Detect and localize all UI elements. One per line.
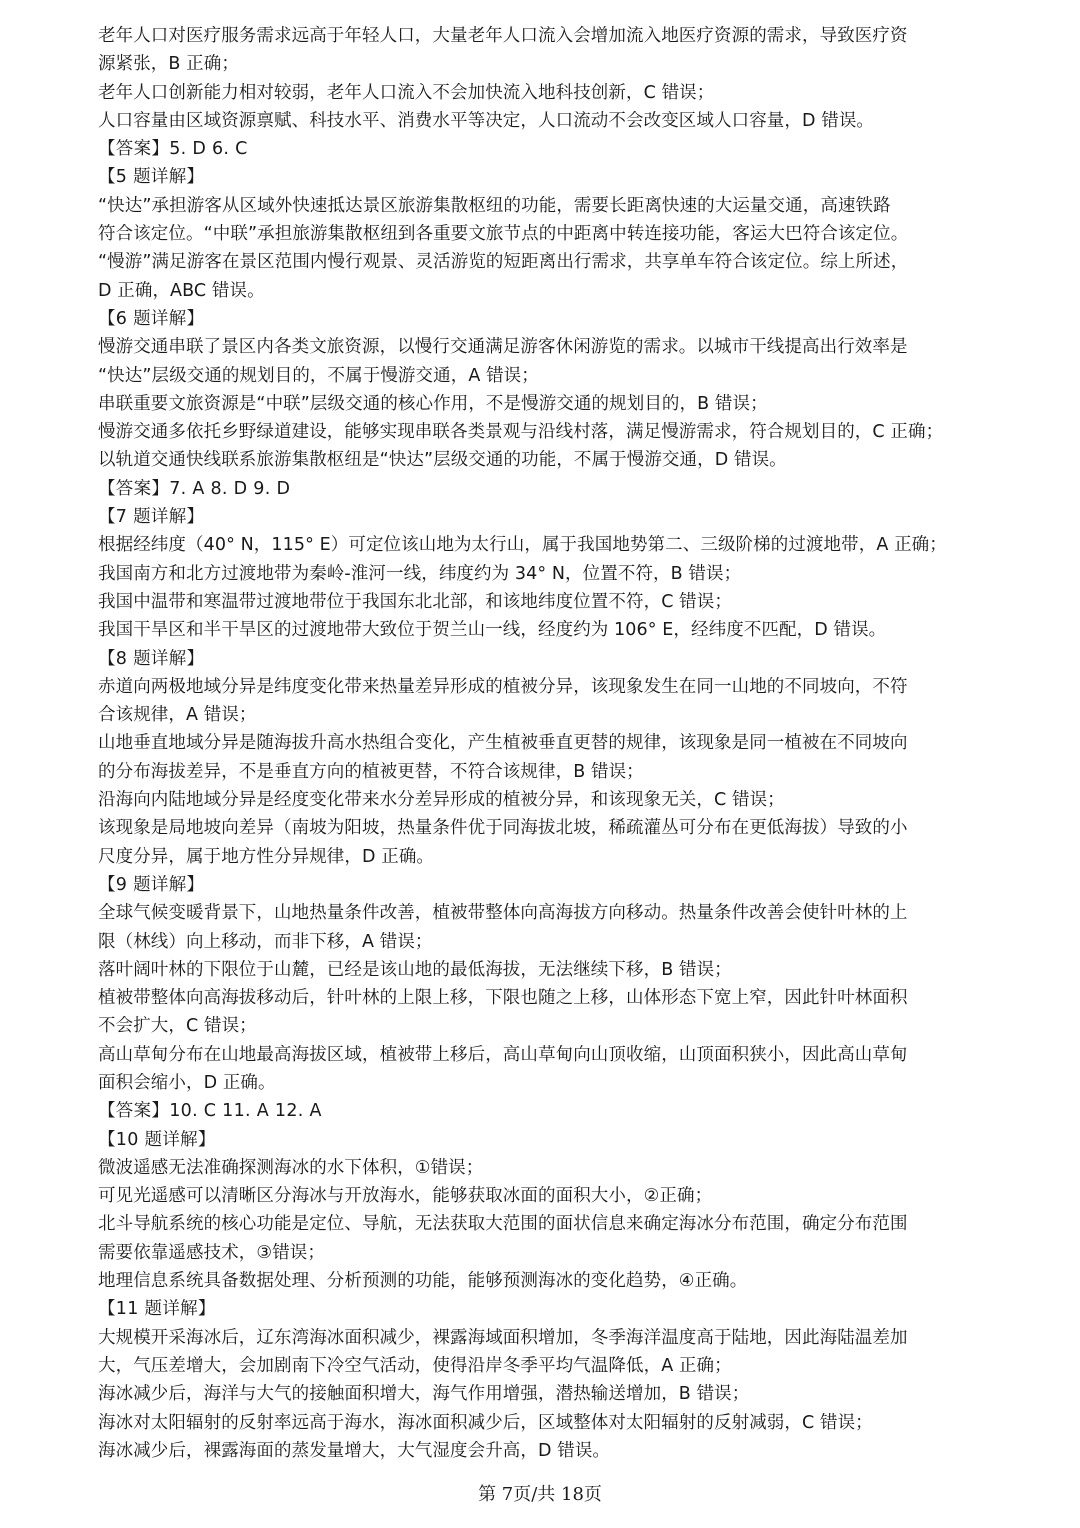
- text-line: 限（林线）向上移动，而非下移，A 错误；: [98, 931, 433, 952]
- text-line: 老年人口对医疗服务需求远高于年轻人口，大量老年人口流入会增加流入地医疗资源的需求，导致医疗资: [98, 26, 908, 46]
- section-heading: 【6 题详解】: [98, 308, 205, 329]
- text-line: “快达”层级交通的规划目的，不属于慢游交通，A 错误；: [98, 365, 539, 386]
- text-line: 沿海向内陆地域分异是经度变化带来水分差异形成的植被分异，和该现象无关，C 错误；: [98, 790, 785, 811]
- text-line: “快达”承担游客从区域外快速抵达景区旅游集散枢纽的功能，需要长距离快速的大运量交通，高速铁路: [98, 195, 891, 216]
- answer-key-line: 【答案】10. C 11. A 12. A: [98, 1101, 322, 1122]
- text-line: 落叶阔叶林的下限位于山麓，已经是该山地的最低海拔，无法继续下移，B 错误；: [98, 959, 732, 980]
- text-line: 根据经纬度（40° N，115° E）可定位该山地为太行山，属于我国地势第二、三级阶梯的过渡地带，A 正确；: [98, 535, 947, 556]
- text-line: 海冰减少后，海洋与大气的接触面积增大，海气作用增强，潜热输送增加，B 错误；: [98, 1384, 750, 1405]
- section-heading: 【5 题详解】: [98, 167, 205, 188]
- text-line: 尺度分异，属于地方性分异规律，D 正确。: [98, 846, 435, 867]
- text-line: 植被带整体向高海拔移动后，针叶林的上限上移，下限也随之上移，山体形态下宽上窄，因此针叶林面积: [98, 988, 908, 1009]
- text-line: 全球气候变暖背景下，山地热量条件改善，植被带整体向高海拔方向移动。热量条件改善会使针叶林的上: [98, 903, 908, 924]
- text-line: 山地垂直地域分异是随海拔升高水热组合变化，产生植被垂直更替的规律，该现象是同一植被在不同坡向: [98, 733, 908, 754]
- document-body: [98, 22, 998, 1461]
- text-line: 的分布海拔差异，不是垂直方向的植被更替，不符合该规律，B 错误；: [98, 761, 644, 782]
- answer-key-line: 【答案】5. D 6. C: [98, 139, 248, 160]
- text-line: “慢游”满足游客在景区范围内慢行观景、灵活游览的短距离出行需求，共享单车符合该定位。综上所述，: [98, 252, 909, 273]
- section-heading: 【7 题详解】: [98, 507, 205, 528]
- text-line: 大，气压差增大，会加剧南下冷空气活动，使得沿岸冬季平均气温降低，A 正确；: [98, 1355, 732, 1376]
- text-line: 老年人口创新能力相对较弱，老年人口流入不会加快流入地科技创新，C 错误；: [98, 82, 715, 103]
- page-number-footer: 第 7页/共 18页: [478, 1484, 602, 1505]
- section-heading: 【8 题详解】: [98, 648, 205, 669]
- text-line: 慢游交通多依托乡野绿道建设，能够实现串联各类景观与沿线村落，满足慢游需求，符合规划目的，C 正确；: [98, 422, 944, 443]
- text-line: 不会扩大，C 错误；: [98, 1016, 257, 1037]
- text-line: 高山草甸分布在山地最高海拔区域，植被带上移后，高山草甸向山顶收缩，山顶面积狭小，因此高山草甸: [98, 1044, 908, 1065]
- section-heading: 【9 题详解】: [98, 874, 205, 895]
- text-line: 慢游交通串联了景区内各类文旅资源，以慢行交通满足游客休闲游览的需求。以城市干线提高出行效率是: [98, 337, 908, 358]
- text-line: 合该规律，A 错误；: [98, 705, 257, 726]
- section-heading: 【11 题详解】: [98, 1299, 216, 1320]
- text-line: 北斗导航系统的核心功能是定位、导航，无法获取大范围的面状信息来确定海冰分布范围，确定分布范围: [98, 1214, 908, 1235]
- text-line: 以轨道交通快线联系旅游集散枢纽是“快达”层级交通的功能，不属于慢游交通，D 错误。: [98, 450, 787, 471]
- text-line: 我国南方和北方过渡地带为秦岭-淮河一线，纬度约为 34° N，位置不符，B 错误；: [98, 563, 742, 584]
- text-line: 人口容量由区域资源禀赋、科技水平、消费水平等决定，人口流动不会改变区域人口容量，D 错误。: [98, 110, 875, 131]
- text-line: 串联重要文旅资源是“中联”层级交通的核心作用，不是慢游交通的规划目的，B 错误；: [98, 393, 768, 414]
- text-line: D 正确，ABC 错误。: [98, 280, 265, 301]
- text-line: 地理信息系统具备数据处理、分析预测的功能，能够预测海冰的变化趋势，④正确。: [98, 1271, 748, 1292]
- text-line: 可见光遥感可以清晰区分海冰与开放海水，能够获取冰面的面积大小，②正确；: [98, 1186, 713, 1207]
- text-line: 该现象是局地坡向差异（南坡为阳坡，热量条件优于同海拔北坡，稀疏灌丛可分布在更低海拔）导致的小: [98, 818, 908, 839]
- text-line: 大规模开采海冰后，辽东湾海冰面积减少，裸露海域面积增加，冬季海洋温度高于陆地，因此海陆温差加: [98, 1327, 908, 1348]
- text-line: 我国干旱区和半干旱区的过渡地带大致位于贺兰山一线，经度约为 106° E，经纬度不匹配，D 错误。: [98, 620, 887, 641]
- text-line: 源紧张，B 正确；: [98, 54, 239, 75]
- text-line: 我国中温带和寒温带过渡地带位于我国东北北部，和该地纬度位置不符，C 错误；: [98, 591, 732, 612]
- text-line: 面积会缩小，D 正确。: [98, 1072, 276, 1093]
- text-line: 赤道向两极地域分异是纬度变化带来热量差异形成的植被分异，该现象发生在同一山地的不同坡向，不符: [98, 676, 908, 697]
- text-line: 符合该定位。“中联”承担旅游集散枢纽到各重要文旅节点的中距离中转连接功能，客运大巴符合该定位。: [98, 224, 909, 245]
- text-line: 海冰减少后，裸露海面的蒸发量增大，大气湿度会升高，D 错误。: [98, 1440, 611, 1461]
- section-heading: 【10 题详解】: [98, 1129, 216, 1150]
- text-line: 需要依靠遥感技术，③错误；: [98, 1242, 325, 1263]
- answer-key-line: 【答案】7. A 8. D 9. D: [98, 478, 291, 499]
- text-line: 海冰对太阳辐射的反射率远高于海水，海冰面积减少后，区域整体对太阳辐射的反射减弱，C 错误；: [98, 1412, 873, 1433]
- text-line: 微波遥感无法准确探测海冰的水下体积，①错误；: [98, 1157, 484, 1178]
